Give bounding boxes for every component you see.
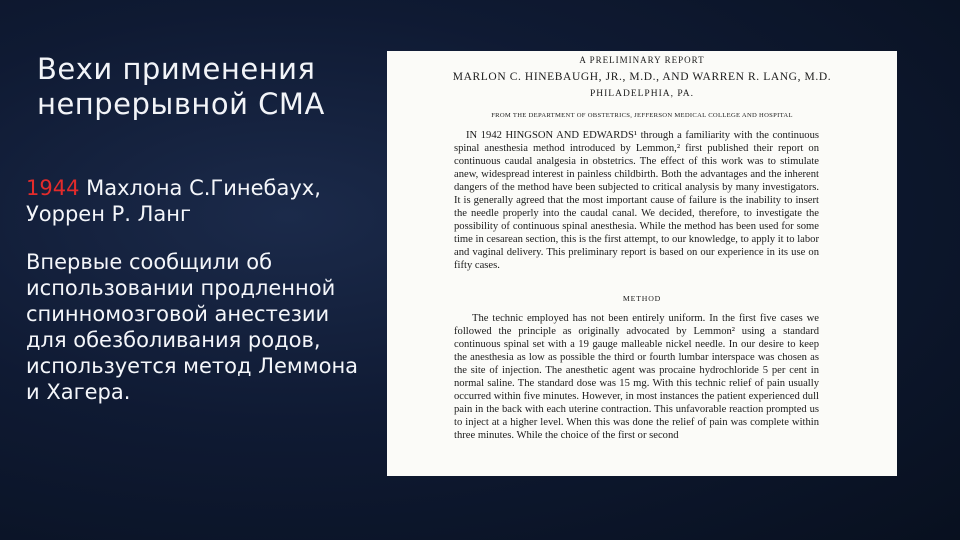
slide-title: Вехи применения непрерывной СМА (37, 52, 325, 121)
article-header: A PRELIMINARY REPORT (579, 55, 705, 65)
article-section-heading: METHOD (622, 293, 662, 303)
milestone-description: Впервые сообщили об использовании продленной спинномозговой анестезии для обезболивания родов, используется метод Леммона и Хагера. (26, 250, 359, 404)
article-department: FROM THE DEPARTMENT OF OBSTETRICS, JEFFERSON MEDICAL COLLEGE AND HOSPITAL (491, 112, 793, 119)
article-paragraph-method: The technic employed has not been entirely uniform. In the first five cases we followed the principle as originally advocated by Lemmon² using a standard continuous spinal set with a 19 gauge malleable nickel needle. In our desire to keep the anesthesia as low as possible the third or fourth lumbar interspace was chosen as the site of injection. The anesthetic agent was procaine hydrochloride 5 per cent in normal saline. The standard dose was 15 mg. With this technic relief of pain usually occurred within five minutes. However, in most instances the patient experienced dull pain in the back with each uterine contraction. This unfavorable reaction prompted us to inject at a higher level. When this was done the relief of pain was complete within three minutes. While the choice of the first or second (454, 312, 819, 441)
milestone-year: 1944 (26, 176, 80, 200)
article-city: PHILADELPHIA, PA. (589, 89, 694, 99)
milestone-line (26, 175, 371, 227)
article-authors: MARLON C. HINEBAUGH, JR., M.D., AND WARREN R. LANG, M.D. (452, 71, 832, 83)
milestone-authors: Махлона С.Гинебаух, Уоррен Р. Ланг (26, 176, 321, 226)
article-paragraph-intro: IN 1942 HINGSON AND EDWARDS¹ through a familiarity with the continuous spinal anesthesia method introduced by Lemmon,² first published their report on continuous caudal analgesia in obstetrics. The effect of this work was to stimulate anew, widespread interest in painless childbirth. Both the advantages and the inherent dangers of the method have been subjected to critical analysis by many investigators. It is generally agreed that the most important cause of failure is the inability to insert the needle properly into the caudal canal. We decided, therefore, to investigate the possibility of continuous spinal anesthesia. While the method has been used for some time in cesarean section, this is the first attempt, to our knowledge, to apply it to labor and vaginal delivery. This preliminary report is based on our experience in its use on fifty cases. (454, 130, 819, 272)
slide-body (26, 175, 371, 405)
scanned-article-image (387, 51, 897, 476)
